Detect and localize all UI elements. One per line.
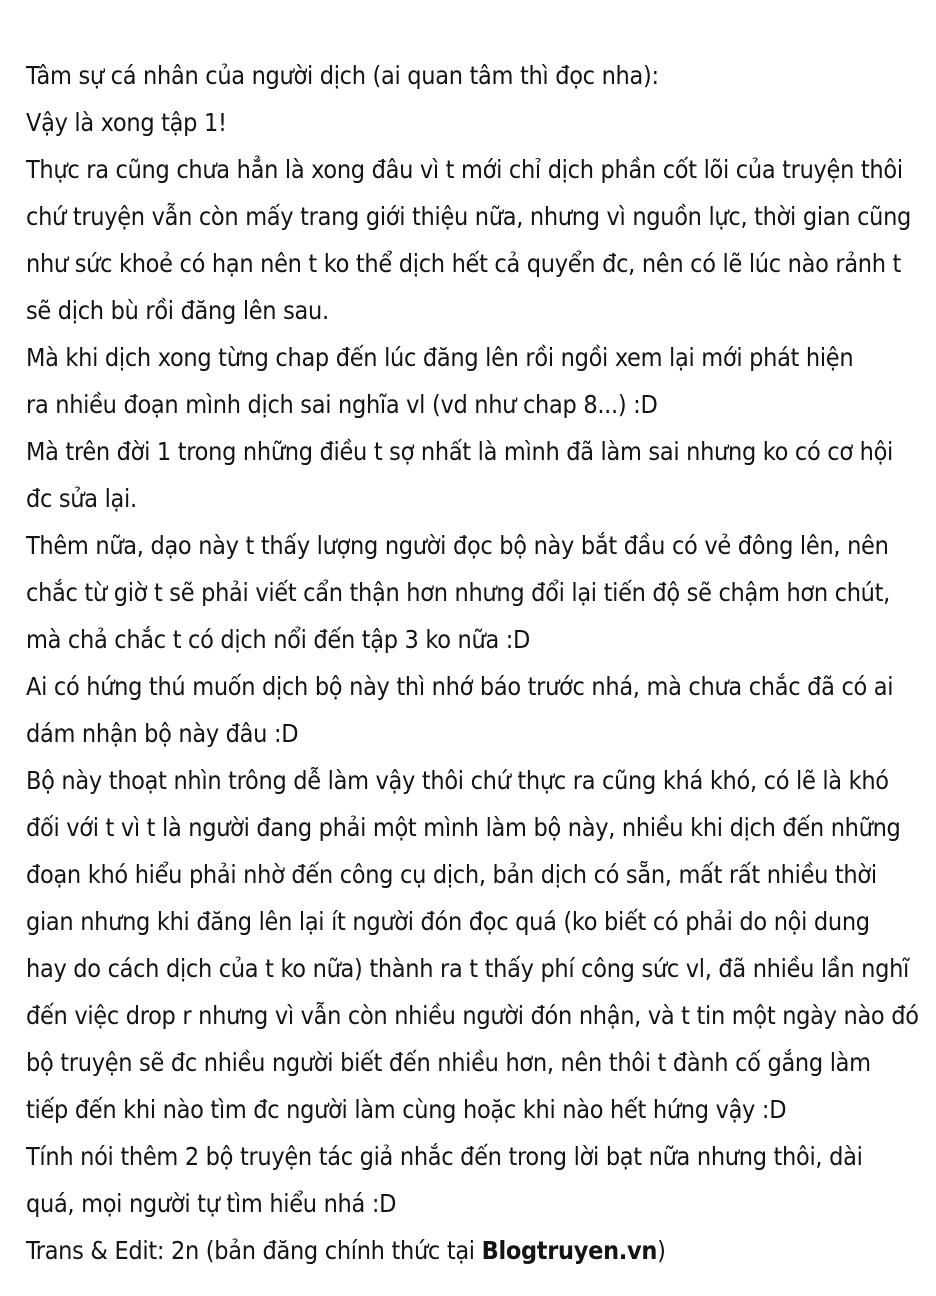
note-line-3: Thực ra cũng chưa hẳn là xong đâu vì t mới chỉ dịch phần cốt lõi của truyện thôi — [26, 155, 903, 184]
note-line-24: Tính nói thêm 2 bộ truyện tác giả nhắc đến trong lời bạt nữa nhưng thôi, dài — [26, 1142, 863, 1171]
note-line-16: Bộ này thoạt nhìn trông dễ làm vậy thôi chứ thực ra cũng khá khó, có lẽ là khó — [26, 766, 889, 795]
note-line-12: chắc từ giờ t sẽ phải viết cẩn thận hơn nhưng đổi lại tiến độ sẽ chậm hơn chút, — [26, 578, 890, 607]
note-line-5: như sức khoẻ có hạn nên t ko thể dịch hết cả quyển đc, nên có lẽ lúc nào rảnh t — [26, 249, 902, 278]
note-line-8: ra nhiều đoạn mình dịch sai nghĩa vl (vd như chap 8...) :D — [26, 390, 658, 419]
note-line-4: chứ truyện vẫn còn mấy trang giới thiệu nữa, nhưng vì nguồn lực, thời gian cũng — [26, 202, 912, 231]
note-line-23: tiếp đến khi nào tìm đc người làm cùng hoặc khi nào hết hứng vậy :D — [26, 1095, 787, 1124]
translator-note-text — [26, 52, 926, 1274]
note-line-19: gian nhưng khi đăng lên lại ít người đón đọc quá (ko biết có phải do nội dung — [26, 907, 870, 936]
credit-prefix: Trans & Edit: 2n (bản đăng chính thức tại — [26, 1236, 482, 1265]
note-line-21: đến việc drop r nhưng vì vẫn còn nhiều người đón nhận, và t tin một ngày nào đó — [26, 1001, 919, 1030]
note-line-9: Mà trên đời 1 trong những điều t sợ nhất là mình đã làm sai nhưng ko có cơ hội — [26, 437, 894, 466]
note-line-15: dám nhận bộ này đâu :D — [26, 719, 299, 748]
note-line-14: Ai có hứng thú muốn dịch bộ này thì nhớ báo trước nhá, mà chưa chắc đã có ai — [26, 672, 894, 701]
note-line-11: Thêm nữa, dạo này t thấy lượng người đọc bộ này bắt đầu có vẻ đông lên, nên — [26, 531, 889, 560]
note-line-10: đc sửa lại. — [26, 484, 137, 513]
note-line-2: Vậy là xong tập 1! — [26, 108, 227, 137]
note-line-20: hay do cách dịch của t ko nữa) thành ra t thấy phí công sức vl, đã nhiều lần nghĩ — [26, 954, 910, 983]
site-name: Blogtruyen.vn — [481, 1236, 658, 1265]
note-line-6: sẽ dịch bù rồi đăng lên sau. — [26, 296, 329, 325]
note-line-1: Tâm sự cá nhân của người dịch (ai quan tâm thì đọc nha): — [26, 61, 659, 90]
credit-line — [26, 1227, 926, 1274]
note-line-25: quá, mọi người tự tìm hiểu nhá :D — [26, 1189, 397, 1218]
note-line-7: Mà khi dịch xong từng chap đến lúc đăng lên rồi ngồi xem lại mới phát hiện — [26, 343, 854, 372]
note-line-17: đối với t vì t là người đang phải một mình làm bộ này, nhiều khi dịch đến những — [26, 813, 901, 842]
note-line-22: bộ truyện sẽ đc nhiều người biết đến nhiều hơn, nên thôi t đành cố gắng làm — [26, 1048, 871, 1077]
credit-suffix: ) — [657, 1236, 666, 1265]
note-line-18: đoạn khó hiểu phải nhờ đến công cụ dịch, bản dịch có sẵn, mất rất nhiều thời — [26, 860, 877, 889]
note-line-13: mà chả chắc t có dịch nổi đến tập 3 ko nữa :D — [26, 625, 531, 654]
